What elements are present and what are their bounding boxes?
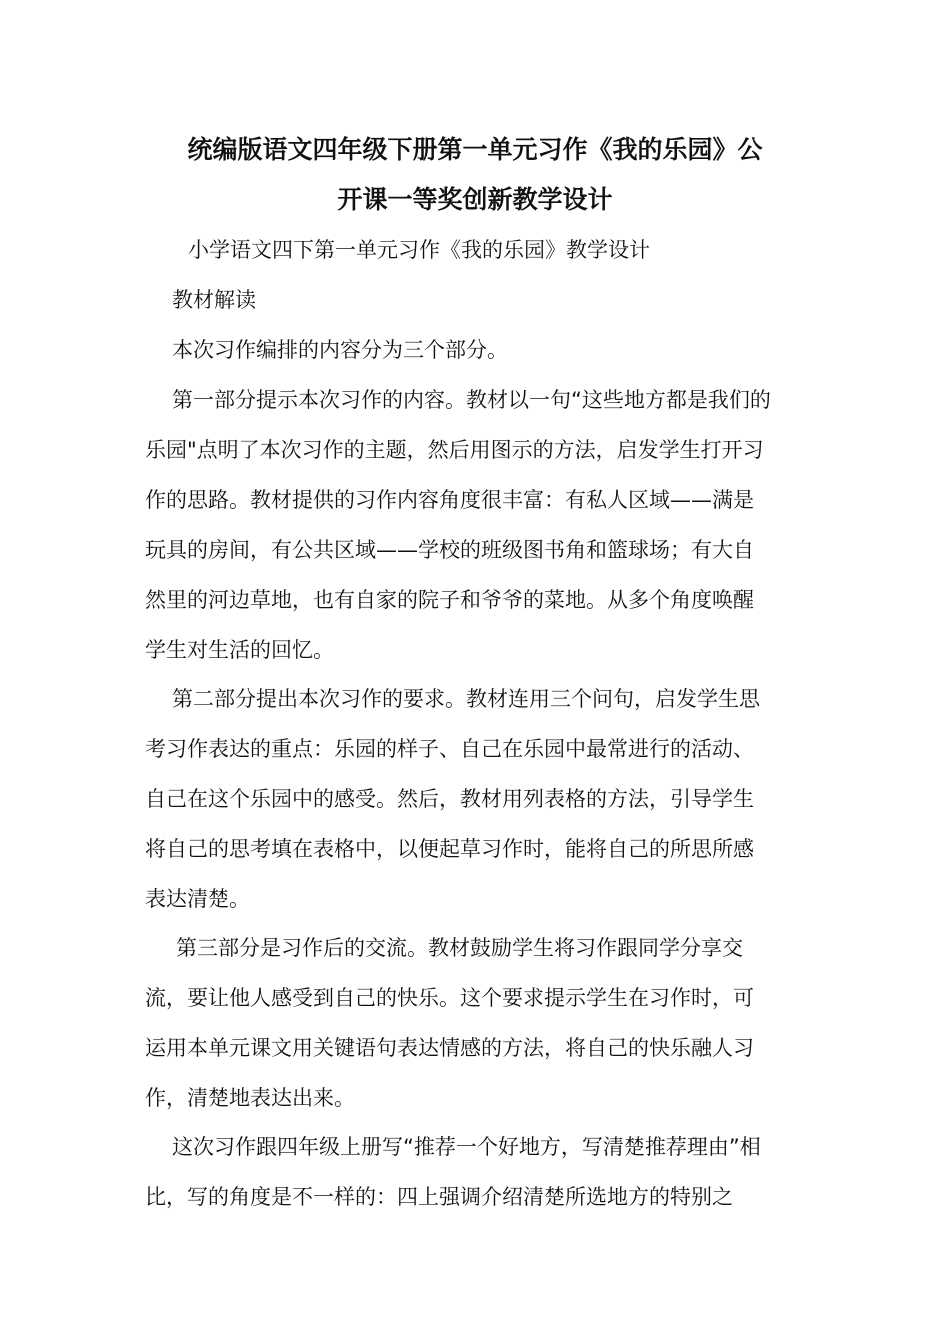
paragraph-line: 流，要让他人感受到自己的快乐。这个要求提示学生在习作时，可 xyxy=(145,986,754,1010)
paragraph-line: 比，写的角度是不一样的：四上强调介绍清楚所选地方的特别之 xyxy=(145,1185,733,1209)
paragraph-line: 运用本单元课文用关键语句表达情感的方法，将自己的快乐融人习 xyxy=(145,1036,754,1060)
paragraph-line: 作，清楚地表达出来。 xyxy=(145,1086,355,1110)
paragraph-line: 这次习作跟四年级上册写“推荐一个好地方，写清楚推荐理由”相 xyxy=(172,1135,761,1159)
document-title-line-2: 开课一等奖创新教学设计 xyxy=(337,185,613,214)
paragraph-line: 第二部分提出本次习作的要求。教材连用三个问句，启发学生思 xyxy=(172,687,760,711)
paragraph-line: 然里的河边草地，也有自家的院子和爷爷的菜地。从多个角度唤醒 xyxy=(145,588,754,612)
paragraph-line: 本次习作编排的内容分为三个部分。 xyxy=(172,338,508,362)
paragraph-line: 自己在这个乐园中的感受。然后，教材用列表格的方法，引导学生 xyxy=(145,787,754,811)
document-title-line-1: 统编版语文四年级下册第一单元习作《我的乐园》公 xyxy=(187,135,763,164)
paragraph-line: 考习作表达的重点：乐园的样子、自己在乐园中最常进行的活动、 xyxy=(145,737,754,761)
paragraph-line: 乐园"点明了本次习作的主题，然后用图示的方法，启发学生打开习 xyxy=(145,438,764,462)
paragraph-line: 第一部分提示本次习作的内容。教材以一句“这些地方都是我们的 xyxy=(172,388,771,412)
document-subtitle: 小学语文四下第一单元习作《我的乐园》教学设计 xyxy=(188,238,650,262)
paragraph-line: 玩具的房间，有公共区域——学校的班级图书角和篮球场；有大自 xyxy=(145,538,754,562)
paragraph-line: 第三部分是习作后的交流。教材鼓励学生将习作跟同学分享交 xyxy=(176,936,743,960)
paragraph-line: 作的思路。教材提供的习作内容角度很丰富：有私人区域——满是 xyxy=(145,488,754,512)
paragraph-line: 学生对生活的回忆。 xyxy=(145,638,334,662)
paragraph-line: 表达清楚。 xyxy=(145,887,250,911)
section-heading: 教材解读 xyxy=(172,288,256,312)
paragraph-line: 将自己的思考填在表格中，以便起草习作时，能将自己的所思所感 xyxy=(145,837,754,861)
